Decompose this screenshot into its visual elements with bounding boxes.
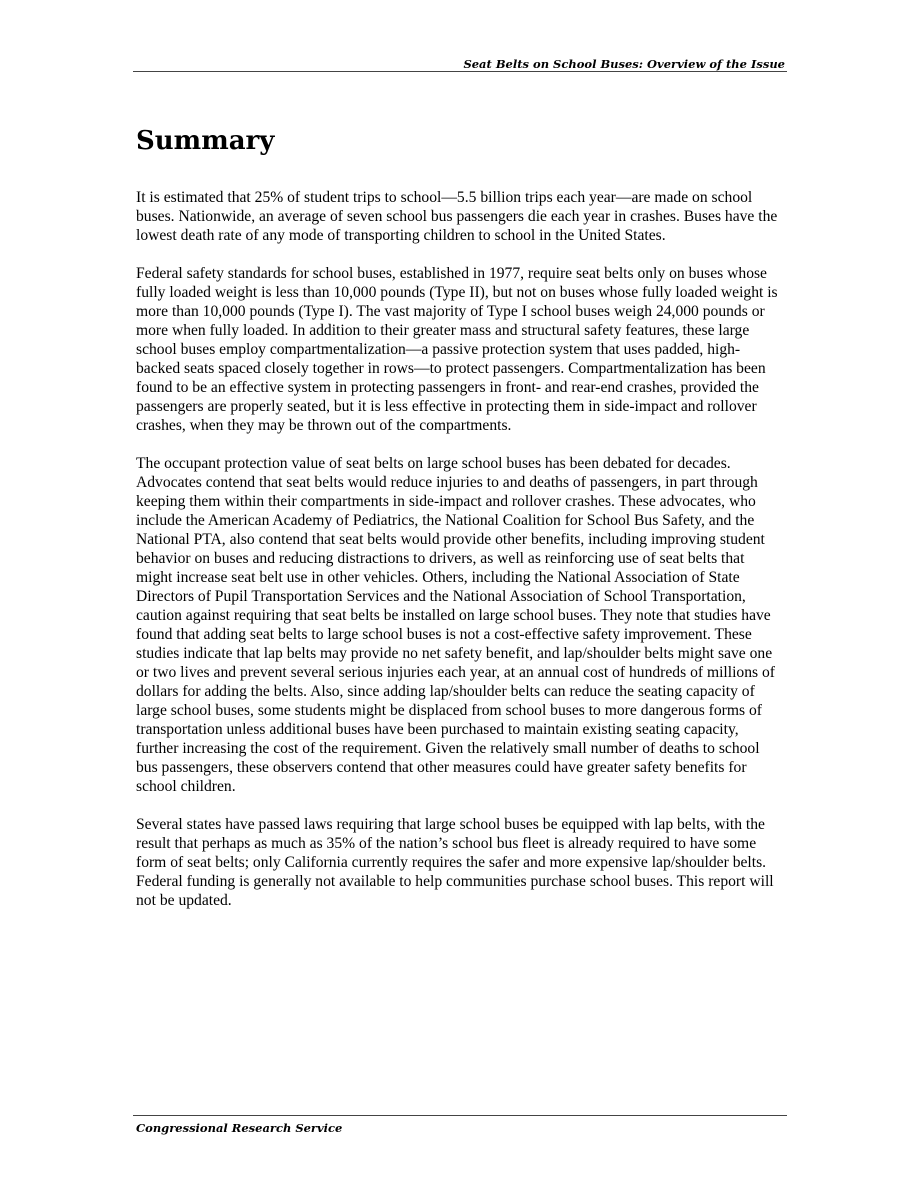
document-body <box>136 120 784 929</box>
footer-publisher: Congressional Research Service <box>136 1121 343 1135</box>
running-header-title: Seat Belts on School Buses: Overview of the Issue <box>463 57 785 71</box>
summary-paragraph-2: Federal safety standards for school buses, established in 1977, require seat belts only on buses whose fully loaded weight is less than 10,000 pounds (Type II), but not on buses whose fully loaded weight is more than 10,000 pounds (Type I). The vast majority of Type I school buses weigh 24,000 pounds or more when fully loaded. In addition to their greater mass and structural safety features, these large school buses employ compartmentalization—a passive protection system that uses padded, high-backed seats spaced closely together in rows—to protect passengers. Compartmentalization has been found to be an effective system in protecting passengers in front- and rear-end crashes, provided the passengers are properly seated, but it is less effective in protecting them in side-impact and rollover crashes, when they may be thrown out of the compartments. <box>136 265 778 434</box>
summary-paragraph-4: Several states have passed laws requiring that large school buses be equipped with lap belts, with the result that perhaps as much as 35% of the nation’s school bus fleet is already required to have some form of seat belts; only California currently requires the safer and more expensive lap/shoulder belts. Federal funding is generally not available to help communities purchase school buses. This report will not be updated. <box>136 816 774 909</box>
page-title: Summary <box>136 126 275 156</box>
running-header <box>133 57 787 72</box>
summary-paragraph-1: It is estimated that 25% of student trips to school—5.5 billion trips each year—are made on school buses. Nationwide, an average of seven school bus passengers die each year in crashes. Buses have the lowest death rate of any mode of transporting children to school in the United States. <box>136 189 778 244</box>
running-footer <box>133 1115 787 1135</box>
summary-paragraph-3: The occupant protection value of seat belts on large school buses has been debated for decades. Advocates contend that seat belts would reduce injuries to and deaths of passengers, in part through keeping them within their compartments in side-impact and rollover crashes. These advocates, who include the American Academy of Pediatrics, the National Coalition for School Bus Safety, and the National PTA, also contend that seat belts would provide other benefits, including improving student behavior on buses and reducing distractions to drivers, as well as reinforcing use of seat belts that might increase seat belt use in other vehicles. Others, including the National Association of State Directors of Pupil Transportation Services and the National Association of School Transportation, caution against requiring that seat belts be installed on large school buses. They note that studies have found that adding seat belts to large school buses is not a cost-effective safety improvement. These studies indicate that lap belts may provide no net safety benefit, and lap/shoulder belts might save one or two lives and prevent several serious injuries each year, at an annual cost of hundreds of millions of dollars for adding the belts. Also, since adding lap/shoulder belts can reduce the seating capacity of large school buses, some students might be displaced from school buses to more dangerous forms of transportation unless additional buses have been purchased to maintain existing seating capacity, further increasing the cost of the requirement. Given the relatively small number of deaths to school bus passengers, these observers contend that other measures could have greater safety benefits for school children. <box>136 455 775 795</box>
